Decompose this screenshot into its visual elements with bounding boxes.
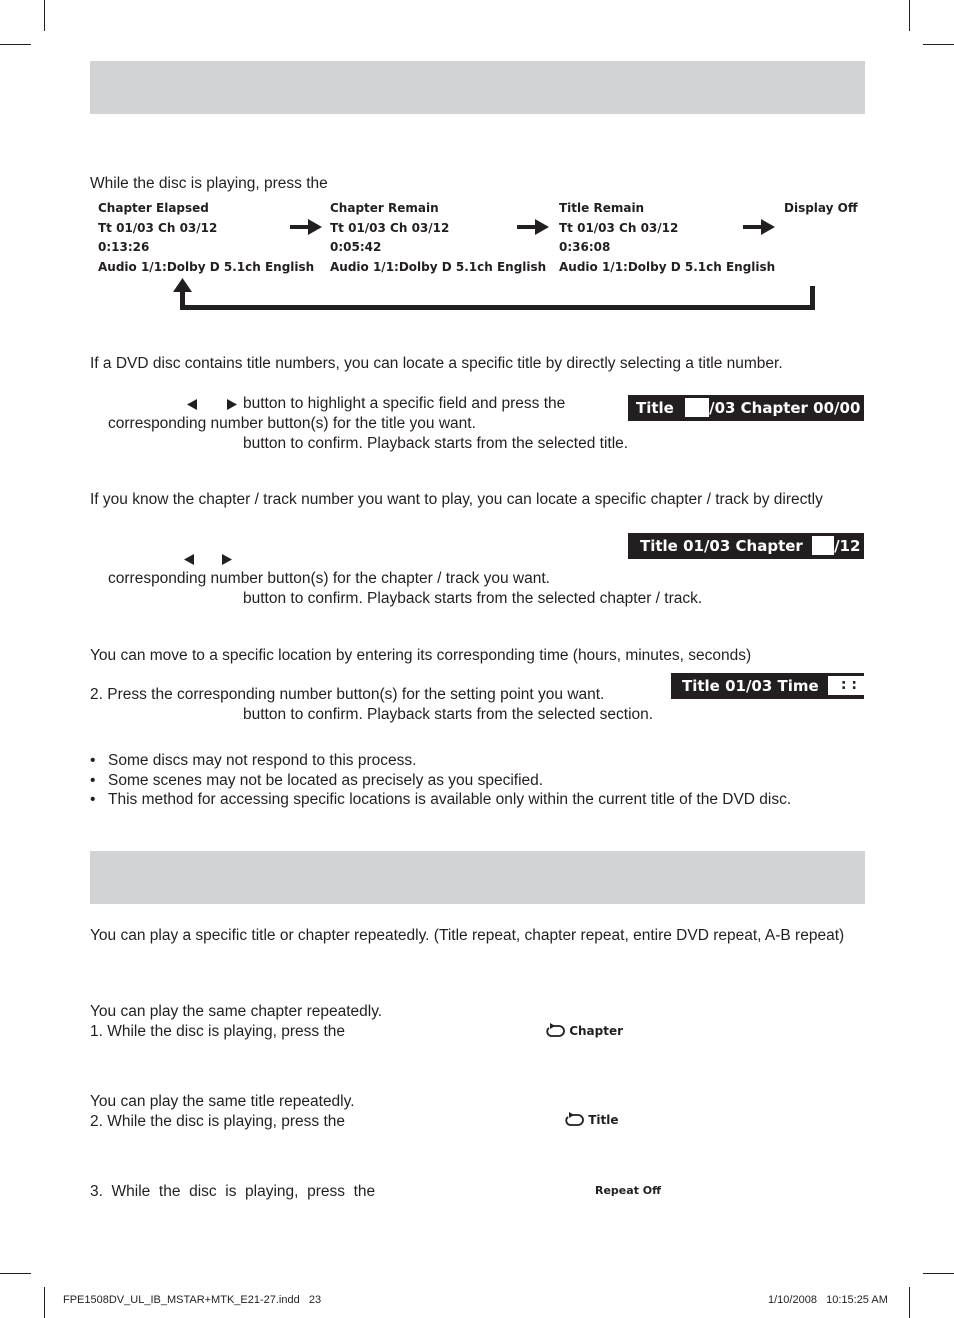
stage-position: Tt 01/03 Ch 03/12 [330, 220, 450, 235]
repeat-chapter-desc: You can play the same chapter repeatedly. [90, 1003, 383, 1020]
chapter-search-step-text: corresponding number button(s) for the chapter / track you want. [108, 570, 550, 587]
repeat-icon [564, 1112, 584, 1127]
title-search-step-text: button to highlight a specific field and press the [243, 395, 566, 412]
repeat-title-desc: You can play the same title repeatedly. [90, 1093, 355, 1110]
stage-mode: Chapter Remain [330, 201, 439, 215]
note-item: • Some scenes may not be located as precisely as you specified. [90, 772, 544, 789]
right-arrow-icon [290, 219, 322, 235]
right-triangle-icon [227, 399, 237, 410]
repeat-off-osd: Repeat Off [595, 1184, 662, 1197]
stage-position: Tt 01/03 Ch 03/12 [98, 220, 218, 235]
title-search-intro: If a DVD disc contains title numbers, you can locate a specific title by directly selecting a title number. [90, 355, 783, 372]
chapter-search-osd [628, 533, 864, 559]
return-loop-arrow-icon [170, 278, 820, 312]
section-header-band [90, 851, 865, 904]
left-triangle-icon [187, 399, 197, 410]
display-intro: While the disc is playing, press the [90, 175, 328, 192]
stage-mode: Title Remain [559, 201, 645, 215]
title-search-osd [628, 395, 864, 421]
time-search-intro: You can move to a specific location by entering its corresponding time (hours, minutes, seconds) [90, 647, 752, 664]
right-arrow-icon [517, 219, 549, 235]
display-stage-chapter-remain [330, 199, 546, 277]
osd-label: Title [588, 1113, 619, 1127]
stage-audio: Audio 1/1:Dolby D 5.1ch English [98, 259, 315, 274]
display-stage-off [784, 199, 858, 219]
right-arrow-icon [743, 219, 775, 235]
stage-time: 0:05:42 [330, 240, 382, 254]
stage-audio: Audio 1/1:Dolby D 5.1ch English [330, 259, 547, 274]
crop-mark [0, 44, 31, 45]
stage-mode: Display Off [784, 201, 858, 215]
section-header-band [90, 61, 865, 114]
note-item: • This method for accessing specific locations is available only within the current title of the DVD disc. [90, 791, 792, 808]
note-item: • Some discs may not respond to this process. [90, 752, 417, 769]
stage-mode: Chapter Elapsed [98, 201, 209, 215]
display-stage-chapter-elapsed [98, 199, 314, 277]
repeat-intro: You can play a specific title or chapter repeatedly. (Title repeat, chapter repeat, entire DVD repeat, A-B repeat) [90, 927, 845, 944]
title-search-step-text: button to confirm. Playback starts from the selected title. [243, 435, 629, 452]
chapter-search-step-text: button to confirm. Playback starts from the selected chapter / track. [243, 590, 703, 607]
osd-input-slot [685, 398, 709, 417]
footer-file: FPE1508DV_UL_IB_MSTAR+MTK_E21-27.indd 23 [63, 1294, 322, 1306]
repeat-chapter-step: 1. While the disc is playing, press the [90, 1023, 346, 1040]
time-search-step-text: 2. Press the corresponding number button(s) for the setting point you want. [90, 686, 605, 703]
osd-label: Title 01/03 Chapter [640, 537, 803, 555]
crop-mark [909, 1287, 910, 1318]
title-search-step-text: corresponding number button(s) for the title you want. [108, 415, 476, 432]
osd-label: /12 [834, 537, 861, 555]
osd-label: Title 01/03 Time [682, 677, 819, 695]
repeat-chapter-osd [545, 1023, 623, 1038]
crop-mark [44, 0, 45, 31]
crop-mark [44, 1287, 45, 1318]
stage-time: 0:13:26 [98, 240, 150, 254]
repeat-title-step: 2. While the disc is playing, press the [90, 1113, 346, 1130]
stage-audio: Audio 1/1:Dolby D 5.1ch English [559, 259, 776, 274]
repeat-off-step: 3. While the disc is playing, press the [90, 1183, 376, 1200]
footer-date: 1/10/2008 10:15:25 AM [768, 1294, 888, 1306]
crop-mark [923, 44, 954, 45]
stage-time: 0:36:08 [559, 240, 611, 254]
repeat-icon [545, 1023, 565, 1038]
repeat-title-osd [564, 1112, 618, 1127]
osd-label: Chapter [569, 1024, 624, 1038]
crop-mark [0, 1273, 31, 1274]
left-triangle-icon [184, 554, 194, 565]
stage-position: Tt 01/03 Ch 03/12 [559, 220, 679, 235]
display-stage-title-remain [559, 199, 775, 277]
time-search-step-text: button to confirm. Playback starts from the selected section. [243, 706, 654, 723]
right-triangle-icon [222, 554, 232, 565]
osd-time-slot: : : [828, 676, 870, 695]
crop-mark [923, 1273, 954, 1274]
time-search-osd [671, 673, 864, 699]
osd-input-slot [812, 536, 834, 555]
osd-label: /03 Chapter 00/00 [709, 399, 861, 417]
crop-mark [909, 0, 910, 31]
osd-label: Title [636, 399, 674, 417]
chapter-search-intro: If you know the chapter / track number you want to play, you can locate a specific chapter / track by directly [90, 491, 823, 508]
